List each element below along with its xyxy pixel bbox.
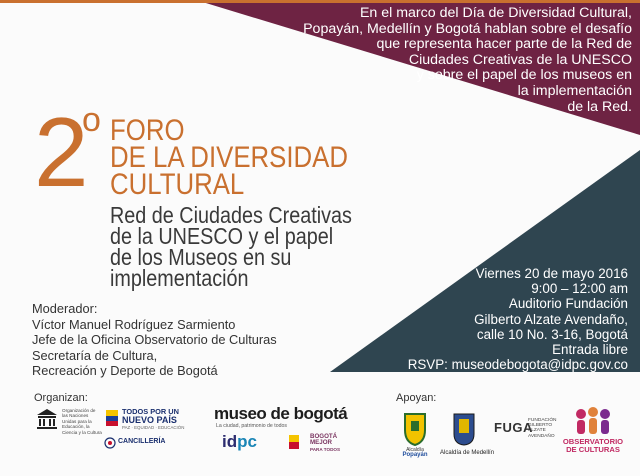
intro-line: Popayán, Medellín y Bogotá hablan sobre el desafío xyxy=(303,20,632,37)
intro-line: y sobre el papel de los museos en xyxy=(416,67,632,84)
cancilleria-emblem-icon xyxy=(104,437,116,449)
moderator-info xyxy=(32,301,277,379)
medellin-shield-icon xyxy=(452,412,476,446)
moderator-org: Secretaría de Cultura, xyxy=(32,347,158,363)
cancilleria-text: CANCILLERÍA xyxy=(118,438,166,445)
idpc-prefix: id xyxy=(222,432,238,451)
event-venue: Gilberto Alzate Avendaño, xyxy=(474,311,628,327)
medellin-caption: Alcaldía de Medellín xyxy=(440,450,495,456)
moderator-role: Jefe de la Oficina Observatorio de Culturas xyxy=(32,332,277,348)
popayan-shield-icon xyxy=(401,412,429,446)
unesco-text: Organización de las Naciones Unidas para la Educación, la Ciencia y la Cultura xyxy=(62,408,102,435)
popayan-line: Alcaldía xyxy=(406,447,424,453)
popayan-caption xyxy=(394,448,436,459)
popayan-logo xyxy=(394,412,436,466)
idpc-suffix: pc xyxy=(237,432,257,451)
subtitle-line: Red de Ciudades Creativas xyxy=(110,202,352,228)
subtitle-line: de la UNESCO y el papel xyxy=(110,223,334,249)
todos-line: TODOS POR UN xyxy=(122,407,179,416)
bogota-line: BOGOTÁ xyxy=(310,433,338,440)
event-rsvp: RSVP: museodebogota@idpc.gov.co xyxy=(407,357,628,373)
moderator-label: Moderador: xyxy=(32,301,98,316)
observatorio-line: DE CULTURAS xyxy=(566,444,620,454)
intro-text xyxy=(192,6,632,115)
ordinal-indicator: o xyxy=(82,101,101,139)
unesco-temple-icon xyxy=(36,408,58,430)
fuga-logo xyxy=(494,416,556,446)
bogota-line: MEJOR xyxy=(310,439,333,447)
title-line: FORO xyxy=(110,114,185,147)
museo-name: museo de bogotá xyxy=(214,404,348,423)
todos-por-un-nuevo-pais-logo xyxy=(104,408,192,460)
todos-text xyxy=(122,408,184,432)
event-admission: Entrada libre xyxy=(552,342,628,358)
organizan-label: Organizan: xyxy=(34,392,88,404)
title-line: CULTURAL xyxy=(110,168,245,201)
fuga-line: AVENDAÑO xyxy=(528,433,555,439)
fuga-wordmark: FUGA xyxy=(494,420,533,435)
forum-title xyxy=(110,114,349,201)
fuga-description xyxy=(528,418,557,439)
event-details xyxy=(408,266,628,372)
fuga-line: GILBERTO xyxy=(528,423,553,429)
event-venue: Auditorio Fundación xyxy=(508,296,628,312)
intro-line: que representa hacer parte de la Red de xyxy=(376,36,632,53)
observatorio-de-culturas-logo xyxy=(558,406,628,468)
idpc-logo xyxy=(222,432,257,452)
subtitle-line: de los Museos en su xyxy=(110,244,292,270)
forum-subtitle xyxy=(110,202,352,291)
colombia-shield-icon xyxy=(104,408,120,430)
fuga-line: FUNDACIÓN xyxy=(528,418,557,423)
todos-line: PAZ · EQUIDAD · EDUCACIÓN xyxy=(122,425,185,430)
moderator-org: Recreación y Deporte de Bogotá xyxy=(32,363,218,379)
observatorio-line: OBSERVATORIO xyxy=(562,437,624,446)
apoyan-label: Apoyan: xyxy=(396,392,437,404)
top-orange-stripe xyxy=(0,0,640,3)
fuga-line: ALZATE xyxy=(528,428,546,434)
todos-line: NUEVO PAÍS xyxy=(122,415,177,425)
subtitle-line: implementación xyxy=(110,265,249,291)
medellin-logo xyxy=(440,412,495,466)
bogota-mejor-logo xyxy=(310,434,340,453)
event-time: 9:00 – 12:00 am xyxy=(531,281,628,297)
intro-line: de la Red. xyxy=(567,98,632,115)
intro-line: la implementación xyxy=(517,82,632,99)
moderator-name: Víctor Manuel Rodríguez Sarmiento xyxy=(32,316,236,332)
intro-line: Ciudades Creativas de la UNESCO xyxy=(408,51,632,68)
bogota-shield-icon xyxy=(288,434,300,450)
event-date: Viernes 20 de mayo 2016 xyxy=(475,266,628,281)
observatorio-text xyxy=(558,438,628,453)
observatorio-figures-icon xyxy=(573,406,613,436)
unesco-logo xyxy=(34,404,104,466)
forum-number: 2 xyxy=(34,97,87,207)
bogota-line: PARA TODOS xyxy=(310,446,341,452)
title-line: DE LA DIVERSIDAD xyxy=(110,141,349,174)
event-address: calle 10 No. 3-16, Bogotá xyxy=(476,326,628,342)
popayan-line: Popayán xyxy=(402,452,428,459)
museo-de-bogota-logo xyxy=(214,404,354,470)
intro-line: En el marco del Día de Diversidad Cultural, xyxy=(359,5,632,21)
museo-tagline: La ciudad, patrimonio de todos xyxy=(216,423,287,429)
